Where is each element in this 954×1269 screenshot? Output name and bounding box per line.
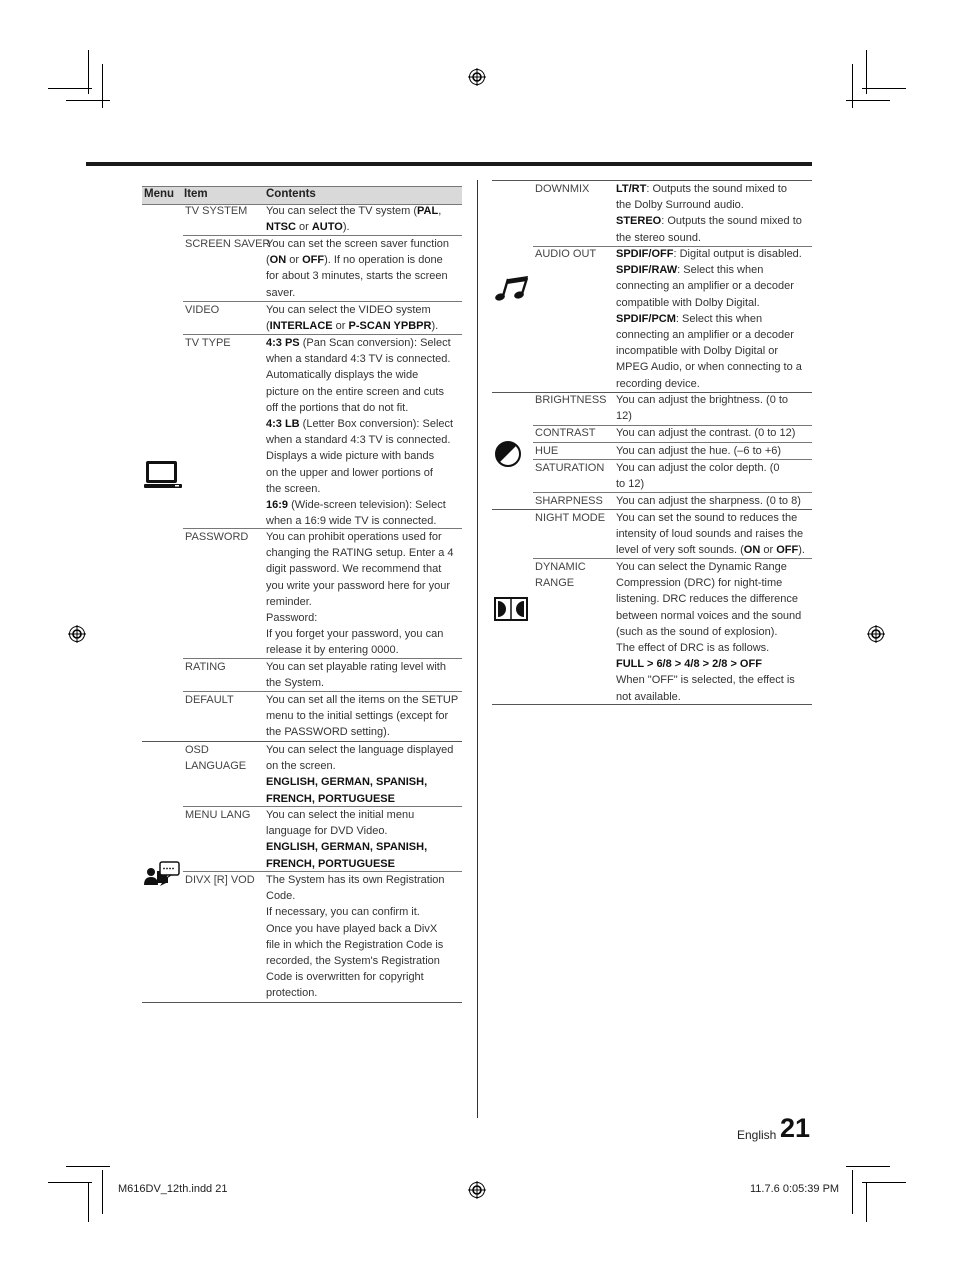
content-menu-lang: You can select the initial menu language for DVD Video. ENGLISH, GERMAN, SPANISH, FRENCH, PORTUGUESE: [266, 809, 428, 870]
content-tv-system: You can select the TV system (PAL, NTSC or AUTO).: [266, 205, 442, 234]
item-downmix: DOWNMIX: [535, 183, 590, 195]
content-brightness: You can adjust the brightness. (0 to 12): [616, 394, 789, 423]
top-rule: [86, 162, 812, 166]
content-audio-out: SPDIF/OFF: Digital output is disabled. SPDIF/RAW: Select this when connecting an amplifier or a decoder compatible with Dolby Digital. SPDIF/PCM: Select this when connecting an amplifier or a decoder incompatible with Dolby Digital or MPEG Audio, or when connecting to a recording device.: [616, 248, 802, 390]
header-menu: Menu: [144, 188, 175, 200]
content-tv-type: 4:3 PS (Pan Scan conversion): Select when a standard 4:3 TV is connected. Automatically displays the wide picture on the entire screen and cuts off the portions that do not fit. 4:3 LB (Letter Box conversion): Select when a standard 4:3 TV is connected. Displays a wide picture with bands on the upper and lower portions of the screen. 16:9 (Wide-screen television): Select when a 16:9 wide TV is connected.: [266, 337, 454, 528]
content-osd-language: You can select the language displayed on the screen. ENGLISH, GERMAN, SPANISH, FRENCH, PORTUGUESE: [266, 744, 454, 805]
item-audio-out: AUDIO OUT: [535, 248, 597, 260]
content-night-mode: You can set the sound to reduces the intensity of loud sounds and raises the level of very soft sounds. (ON or OFF).: [616, 512, 805, 557]
header-contents: Contents: [266, 188, 316, 200]
item-rating: RATING: [185, 661, 226, 673]
item-tv-type: TV TYPE: [185, 337, 231, 349]
content-video: You can select the VIDEO system (INTERLACE or P-SCAN YPBPR).: [266, 304, 439, 333]
monitor-icon: [143, 460, 183, 490]
column-divider: [477, 180, 478, 1118]
content-hue: You can adjust the hue. (–6 to +6): [616, 445, 782, 457]
content-dynamic-range: You can select the Dynamic Range Compression (DRC) for night-time listening. DRC reduces the difference between normal voices and the sound (such as the sound of explosion). The effect of DRC is as follows. FULL > 6/8 > 4/8 > 2/8 > OFF When "OFF" is selected, the effect is not available.: [616, 561, 802, 703]
page-number: 21: [780, 1113, 811, 1143]
content-screen-saver: You can set the screen saver function (ON or OFF). If no operation is done for about 3 minutes, starts the screen saver.: [266, 238, 450, 299]
dolby-icon: [494, 597, 528, 621]
content-rating: You can set playable rating level with the System.: [266, 661, 446, 690]
header-item: Item: [184, 188, 208, 200]
item-tv-system: TV SYSTEM: [185, 205, 248, 217]
item-screen-saver: SCREEN SAVER: [185, 238, 271, 250]
language-label: English: [737, 1128, 777, 1142]
item-night-mode: NIGHT MODE: [535, 512, 606, 524]
speech-person-icon: [143, 861, 181, 887]
item-contrast: CONTRAST: [535, 427, 596, 439]
music-note-icon: [494, 275, 532, 303]
item-divx-vod: DIVX [R] VOD: [185, 874, 255, 886]
item-default: DEFAULT: [185, 694, 234, 706]
registration-mark-icon: [68, 625, 86, 643]
item-menu-lang: MENU LANG: [185, 809, 251, 821]
item-brightness: BRIGHTNESS: [535, 394, 607, 406]
content-divx-vod: The System has its own Registration Code. If necessary, you can confirm it. Once you have played back a DivX file in which the Registration Code is recorded, the System's Registration Code is overwritten for copyright protection.: [266, 874, 445, 1000]
registration-mark-icon: [867, 625, 885, 643]
item-dynamic-range: DYNAMIC RANGE: [535, 561, 586, 590]
item-video: VIDEO: [185, 304, 220, 316]
content-default: You can set all the items on the SETUP menu to the initial settings (except for the PASSWORD setting).: [266, 694, 459, 739]
contrast-circle-icon: [494, 440, 522, 468]
item-osd-language: OSD LANGUAGE: [185, 744, 247, 773]
content-password: You can prohibit operations used for changing the RATING setup. Enter a 4 digit password. We recommend that you write your password here for your reminder. Password: If you forget your password, you can release it by entering 0000.: [266, 531, 454, 657]
footer-timestamp: 11.7.6 0:05:39 PM: [750, 1183, 840, 1195]
content-sharpness: You can adjust the sharpness. (0 to 8): [616, 495, 801, 507]
item-password: PASSWORD: [185, 531, 249, 543]
registration-mark-icon: [468, 1181, 486, 1199]
registration-mark-icon: [468, 68, 486, 86]
item-hue: HUE: [535, 445, 559, 457]
item-sharpness: SHARPNESS: [535, 495, 603, 507]
item-saturation: SATURATION: [535, 462, 605, 474]
footer-file: M616DV_12th.indd 21: [118, 1183, 228, 1195]
content-contrast: You can adjust the contrast. (0 to 12): [616, 427, 796, 439]
content-downmix: LT/RT: Outputs the sound mixed to the Dolby Surround audio. STEREO: Outputs the sound mixed to the stereo sound.: [616, 183, 802, 244]
content-saturation: You can adjust the color depth. (0 to 12): [616, 462, 780, 491]
